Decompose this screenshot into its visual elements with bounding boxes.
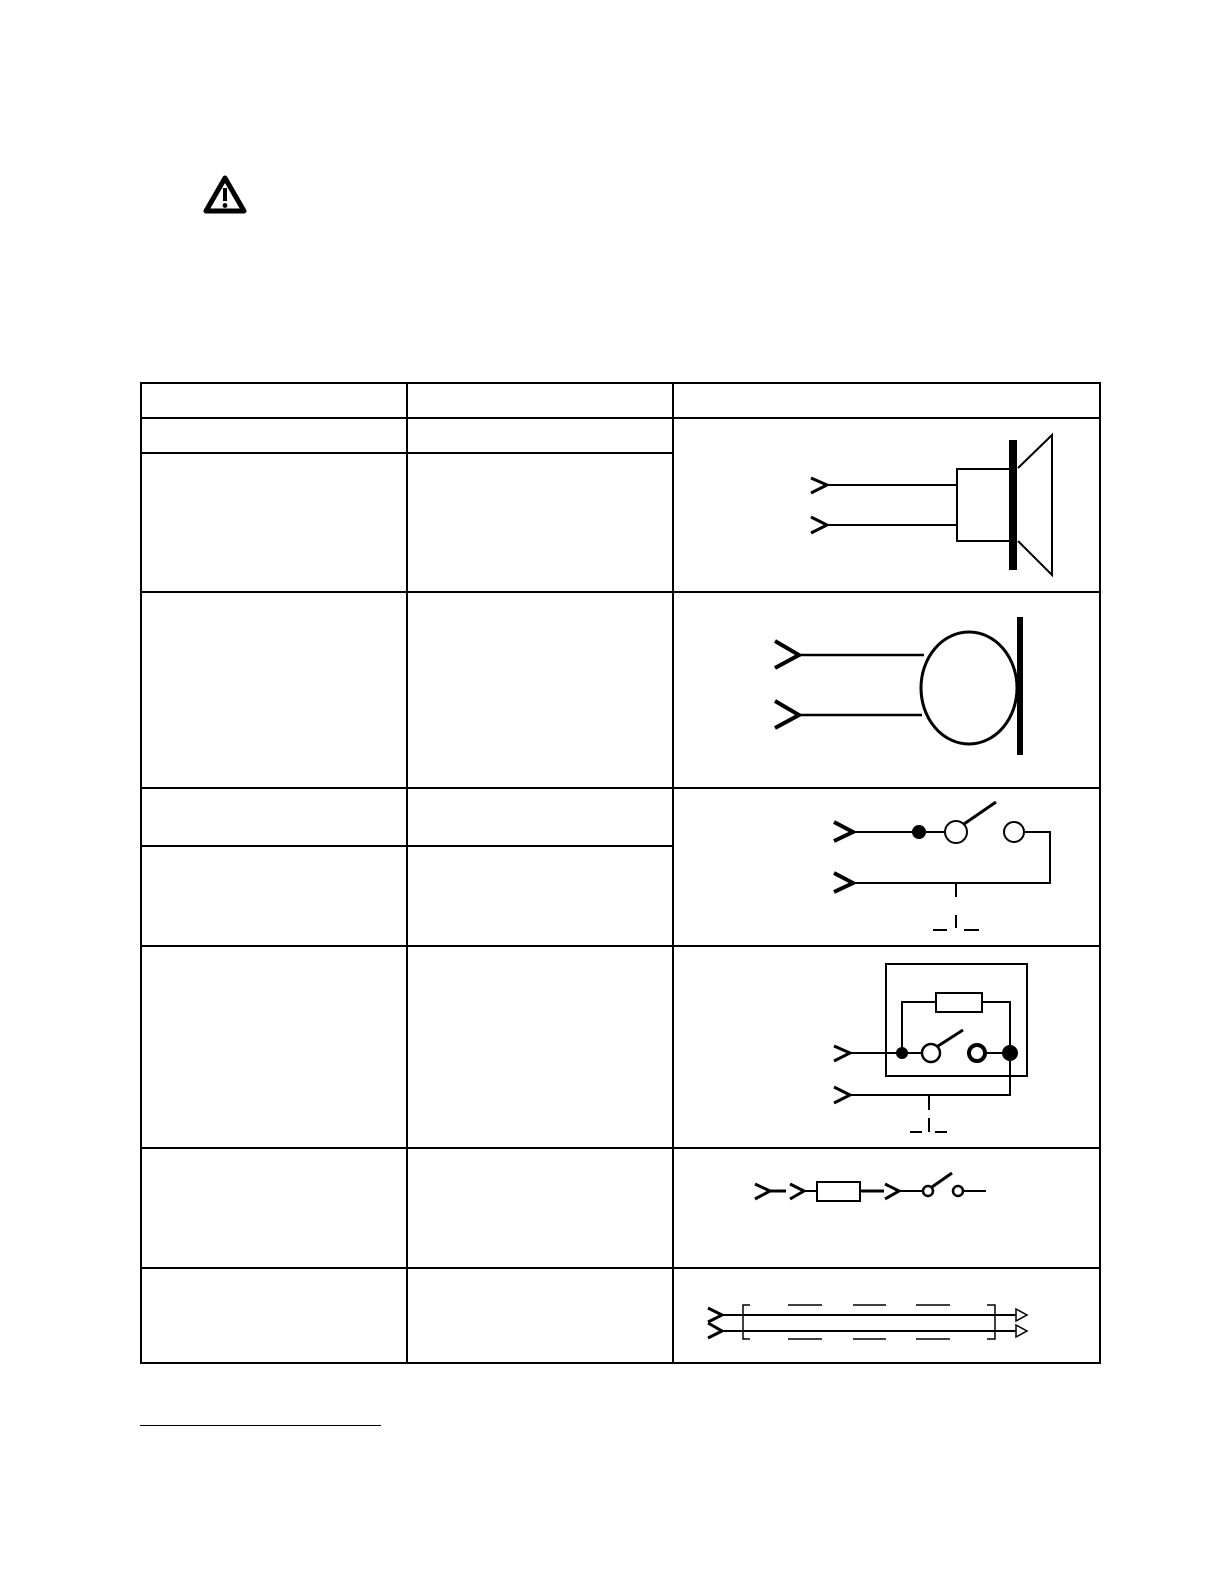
symbol-table bbox=[140, 382, 1101, 1364]
pushbutton-switch-symbol bbox=[834, 802, 1050, 930]
shielded-cable-symbol bbox=[708, 1305, 1027, 1339]
microphone-symbol bbox=[775, 617, 1023, 755]
warning-triangle-icon bbox=[203, 175, 247, 215]
footnote-separator bbox=[140, 1425, 381, 1426]
loudspeaker-symbol bbox=[811, 435, 1052, 575]
pushbutton-with-resistor-symbol bbox=[834, 964, 1027, 1132]
fuse-and-switch-symbol bbox=[755, 1173, 986, 1201]
